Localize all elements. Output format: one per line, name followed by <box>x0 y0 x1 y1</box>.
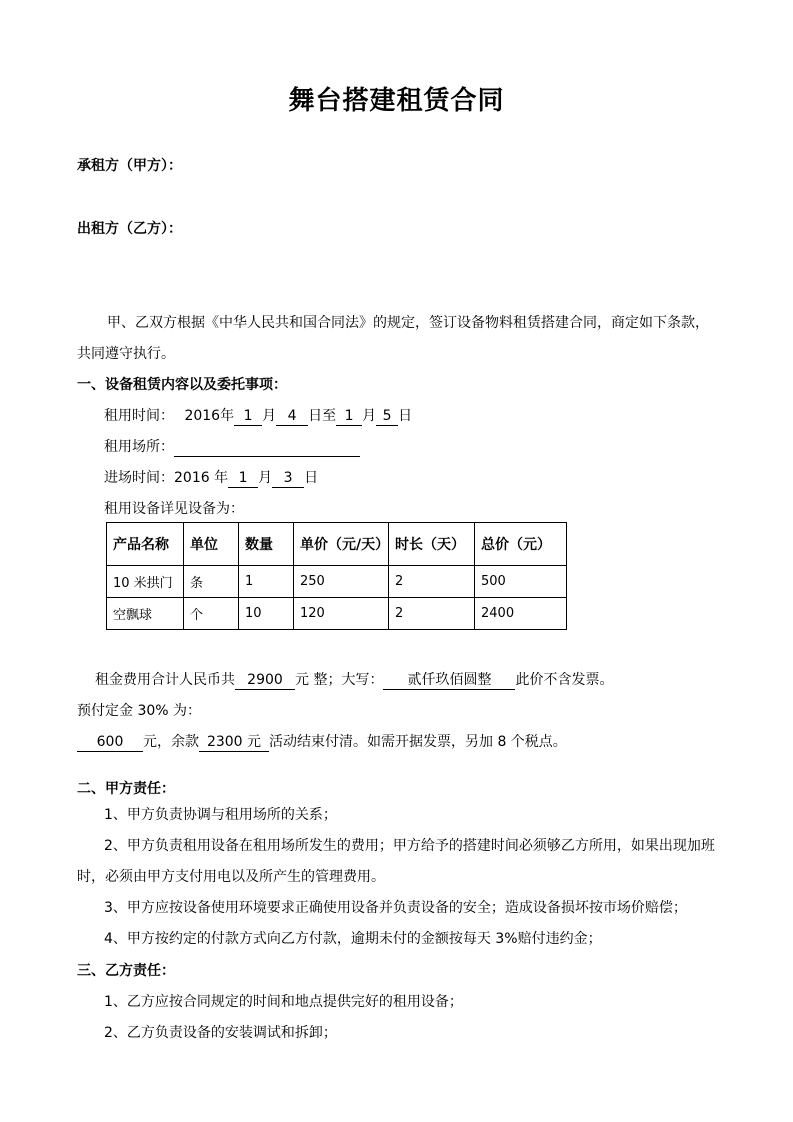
entry-month-unit: 月 <box>258 470 273 486</box>
contract-title: 舞台搭建租赁合同 <box>288 86 505 116</box>
table-header-row <box>107 523 567 566</box>
header-quantity: 数量 <box>239 523 294 566</box>
section2-item-3: 3、甲方应按设备使用环境要求正确使用设备并负责设备的安全；造成设备损坏按市场价赔偿； <box>104 900 687 916</box>
table-row <box>107 566 567 598</box>
entry-time-label: 进场时间：2016 年 <box>104 470 229 486</box>
cell-quantity: 1 <box>239 566 294 598</box>
cell-quantity: 10 <box>239 598 294 630</box>
end-day-unit: 日 <box>398 408 413 424</box>
rent-end-day: 5 <box>376 408 398 426</box>
cell-unit: 条 <box>184 566 239 598</box>
intro-line-1: 甲、乙双方根据《中华人民共和国合同法》的规定，签订设备物料租赁搭建合同，商定如下条款， <box>107 315 709 331</box>
header-total: 总价（元） <box>475 523 567 566</box>
section2-item-2-line-1: 2、甲方负责租用设备在租用场所发生的费用；甲方给予的搭建时间必须够乙方所用，如果出现加班 <box>104 838 715 854</box>
cell-unit-price: 250 <box>294 566 389 598</box>
lessee-label: 承租方（甲方）： <box>77 158 182 174</box>
rent-start-month: 1 <box>234 408 262 426</box>
cell-total: 2400 <box>475 598 567 630</box>
rent-end-month: 1 <box>336 408 362 426</box>
rent-time-label: 租用时间： <box>104 408 174 424</box>
header-product: 产品名称 <box>107 523 184 566</box>
balance-amount: 2300 元 <box>199 734 269 752</box>
rent-year: 2016 <box>184 408 221 424</box>
venue-blank <box>174 439 360 457</box>
deposit-amount: 600 <box>77 734 143 752</box>
header-duration: 时长（天） <box>389 523 475 566</box>
entry-time-line <box>104 467 318 488</box>
venue-line <box>104 436 360 457</box>
section2-item-2-line-2: 时，必须由甲方支付用电以及所产生的管理费用。 <box>77 869 385 885</box>
total-prefix: 租金费用合计人民币共 <box>95 672 235 688</box>
section3-item-1: 1、乙方应按合同规定的时间和地点提供完好的租用设备； <box>104 994 463 1010</box>
entry-month: 1 <box>228 470 258 488</box>
deposit-label: 预付定金 30% 为： <box>77 703 202 719</box>
cell-product: 10 米拱门 <box>107 566 184 598</box>
intro-line-2: 共同遵守执行。 <box>77 346 175 362</box>
total-line <box>95 669 613 690</box>
entry-day: 3 <box>272 470 304 488</box>
cell-product: 空飘球 <box>107 598 184 630</box>
section2-item-1: 1、甲方负责协调与租用场所的关系； <box>104 807 337 823</box>
table-row <box>107 598 567 630</box>
equipment-note: 租用设备详见设备为： <box>104 501 244 517</box>
payment-suffix: 活动结束付清。如需开据发票，另加 8 个税点。 <box>269 734 567 750</box>
lessor-label: 出租方（乙方）： <box>77 221 182 237</box>
section1-heading: 一、设备租赁内容以及委托事项： <box>77 377 287 393</box>
end-month-unit: 月 <box>362 408 377 424</box>
section3-item-2: 2、乙方负责设备的安装调试和拆卸； <box>104 1025 337 1041</box>
cell-unit-price: 120 <box>294 598 389 630</box>
header-unit-price: 单价（元/天） <box>294 523 389 566</box>
payment-mid: 元，余款 <box>143 734 199 750</box>
section2-heading: 二、甲方责任： <box>77 781 175 797</box>
total-amount: 2900 <box>235 672 295 690</box>
entry-day-unit: 日 <box>304 470 319 486</box>
month-unit: 月 <box>262 408 277 424</box>
year-unit: 年 <box>220 408 235 424</box>
cell-total: 500 <box>475 566 567 598</box>
total-amount-words: 贰仟玖佰圆整 <box>383 672 515 690</box>
day-to: 日至 <box>308 408 337 424</box>
venue-label: 租用场所： <box>104 439 174 455</box>
payment-line <box>77 731 567 752</box>
section3-heading: 三、乙方责任： <box>77 963 175 979</box>
section2-item-4: 4、甲方按约定的付款方式向乙方付款，逾期未付的金额按每天 3%赔付违约金； <box>104 931 602 947</box>
cell-duration: 2 <box>389 566 475 598</box>
cell-unit: 个 <box>184 598 239 630</box>
rent-start-day: 4 <box>276 408 308 426</box>
rent-time-line <box>104 405 412 426</box>
total-suffix: 此价不含发票。 <box>515 672 614 688</box>
cell-duration: 2 <box>389 598 475 630</box>
total-unit: 元 整；大写： <box>295 672 384 688</box>
equipment-table <box>106 522 567 630</box>
header-unit: 单位 <box>184 523 239 566</box>
